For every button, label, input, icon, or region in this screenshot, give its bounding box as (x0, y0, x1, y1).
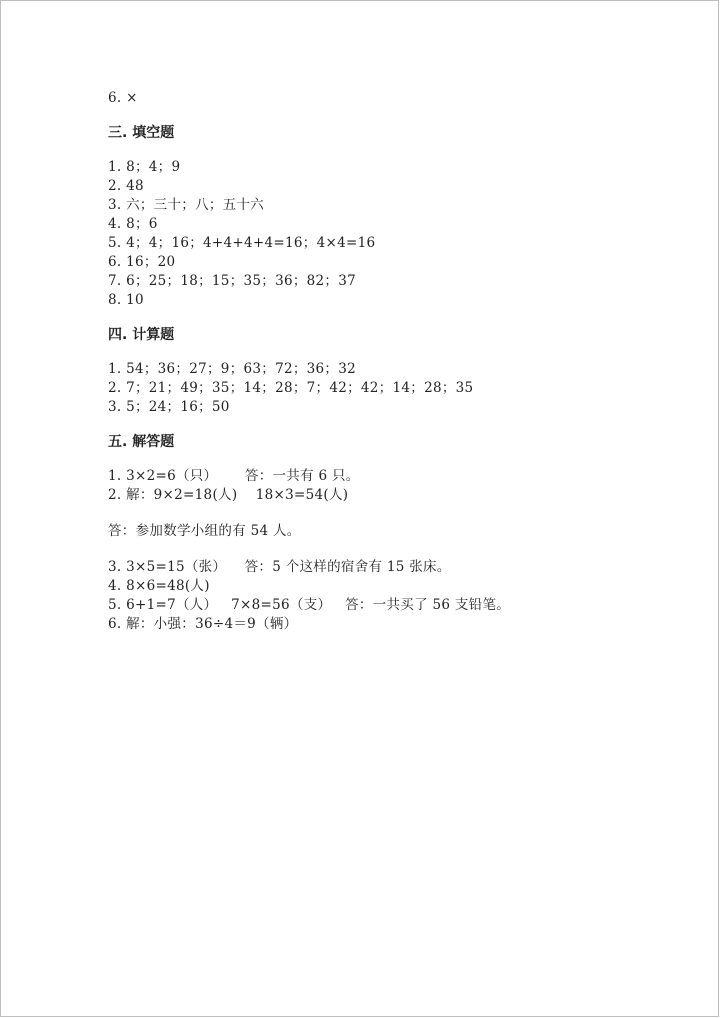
answer-line: 2. 解：9×2=18(人) 18×3=54(人) (108, 487, 349, 503)
answer-line: 2. 48 (108, 178, 144, 194)
answer-line: 3. 3×5=15（张） 答：5 个这样的宿舍有 15 张床。 (108, 559, 451, 575)
answer-line: 3. 5；24；16；50 (108, 399, 230, 415)
answer-content (108, 89, 668, 634)
answer-line: 1. 3×2=6（只） 答：一共有 6 只。 (108, 468, 360, 484)
answer-line: 6. 16；20 (108, 254, 176, 270)
answer-line: 8. 10 (108, 292, 144, 308)
section-heading-word-problems: 五. 解答题 (108, 434, 175, 450)
answer-line: 1. 54；36；27；9；63；72；36；32 (108, 361, 357, 377)
fill-in-answer-list (108, 158, 668, 310)
answer-line: 7. 6；25；18；15；35；36；82；37 (108, 273, 357, 289)
answer-line: 2. 7；21；49；35；14；28；7；42；42；14；28；35 (108, 380, 474, 396)
calculation-answer-list (108, 360, 668, 417)
answer-line: 1. 8；4；9 (108, 159, 181, 175)
answer-line: 3. 六；三十；八；五十六 (108, 197, 265, 213)
section-heading-fill-in: 三. 填空题 (108, 125, 175, 141)
section-heading-calculation: 四. 计算题 (108, 327, 175, 343)
word-problem-answer-list (108, 467, 668, 634)
answer-line: 4. 8；6 (108, 216, 158, 232)
answer-line: 6. × (108, 90, 138, 106)
answer-line: 4. 8×6=48(人) (108, 578, 210, 594)
answer-line: 5. 6+1=7（人） 7×8=56（支） 答：一共买了 56 支铅笔。 (108, 597, 511, 613)
answer-line: 6. 解：小强：36÷4＝9（辆） (108, 616, 298, 632)
answer-line: 5. 4；4；16；4+4+4+4=16；4×4=16 (108, 235, 376, 251)
answer-note: 答：参加数学小组的有 54 人。 (108, 523, 301, 539)
